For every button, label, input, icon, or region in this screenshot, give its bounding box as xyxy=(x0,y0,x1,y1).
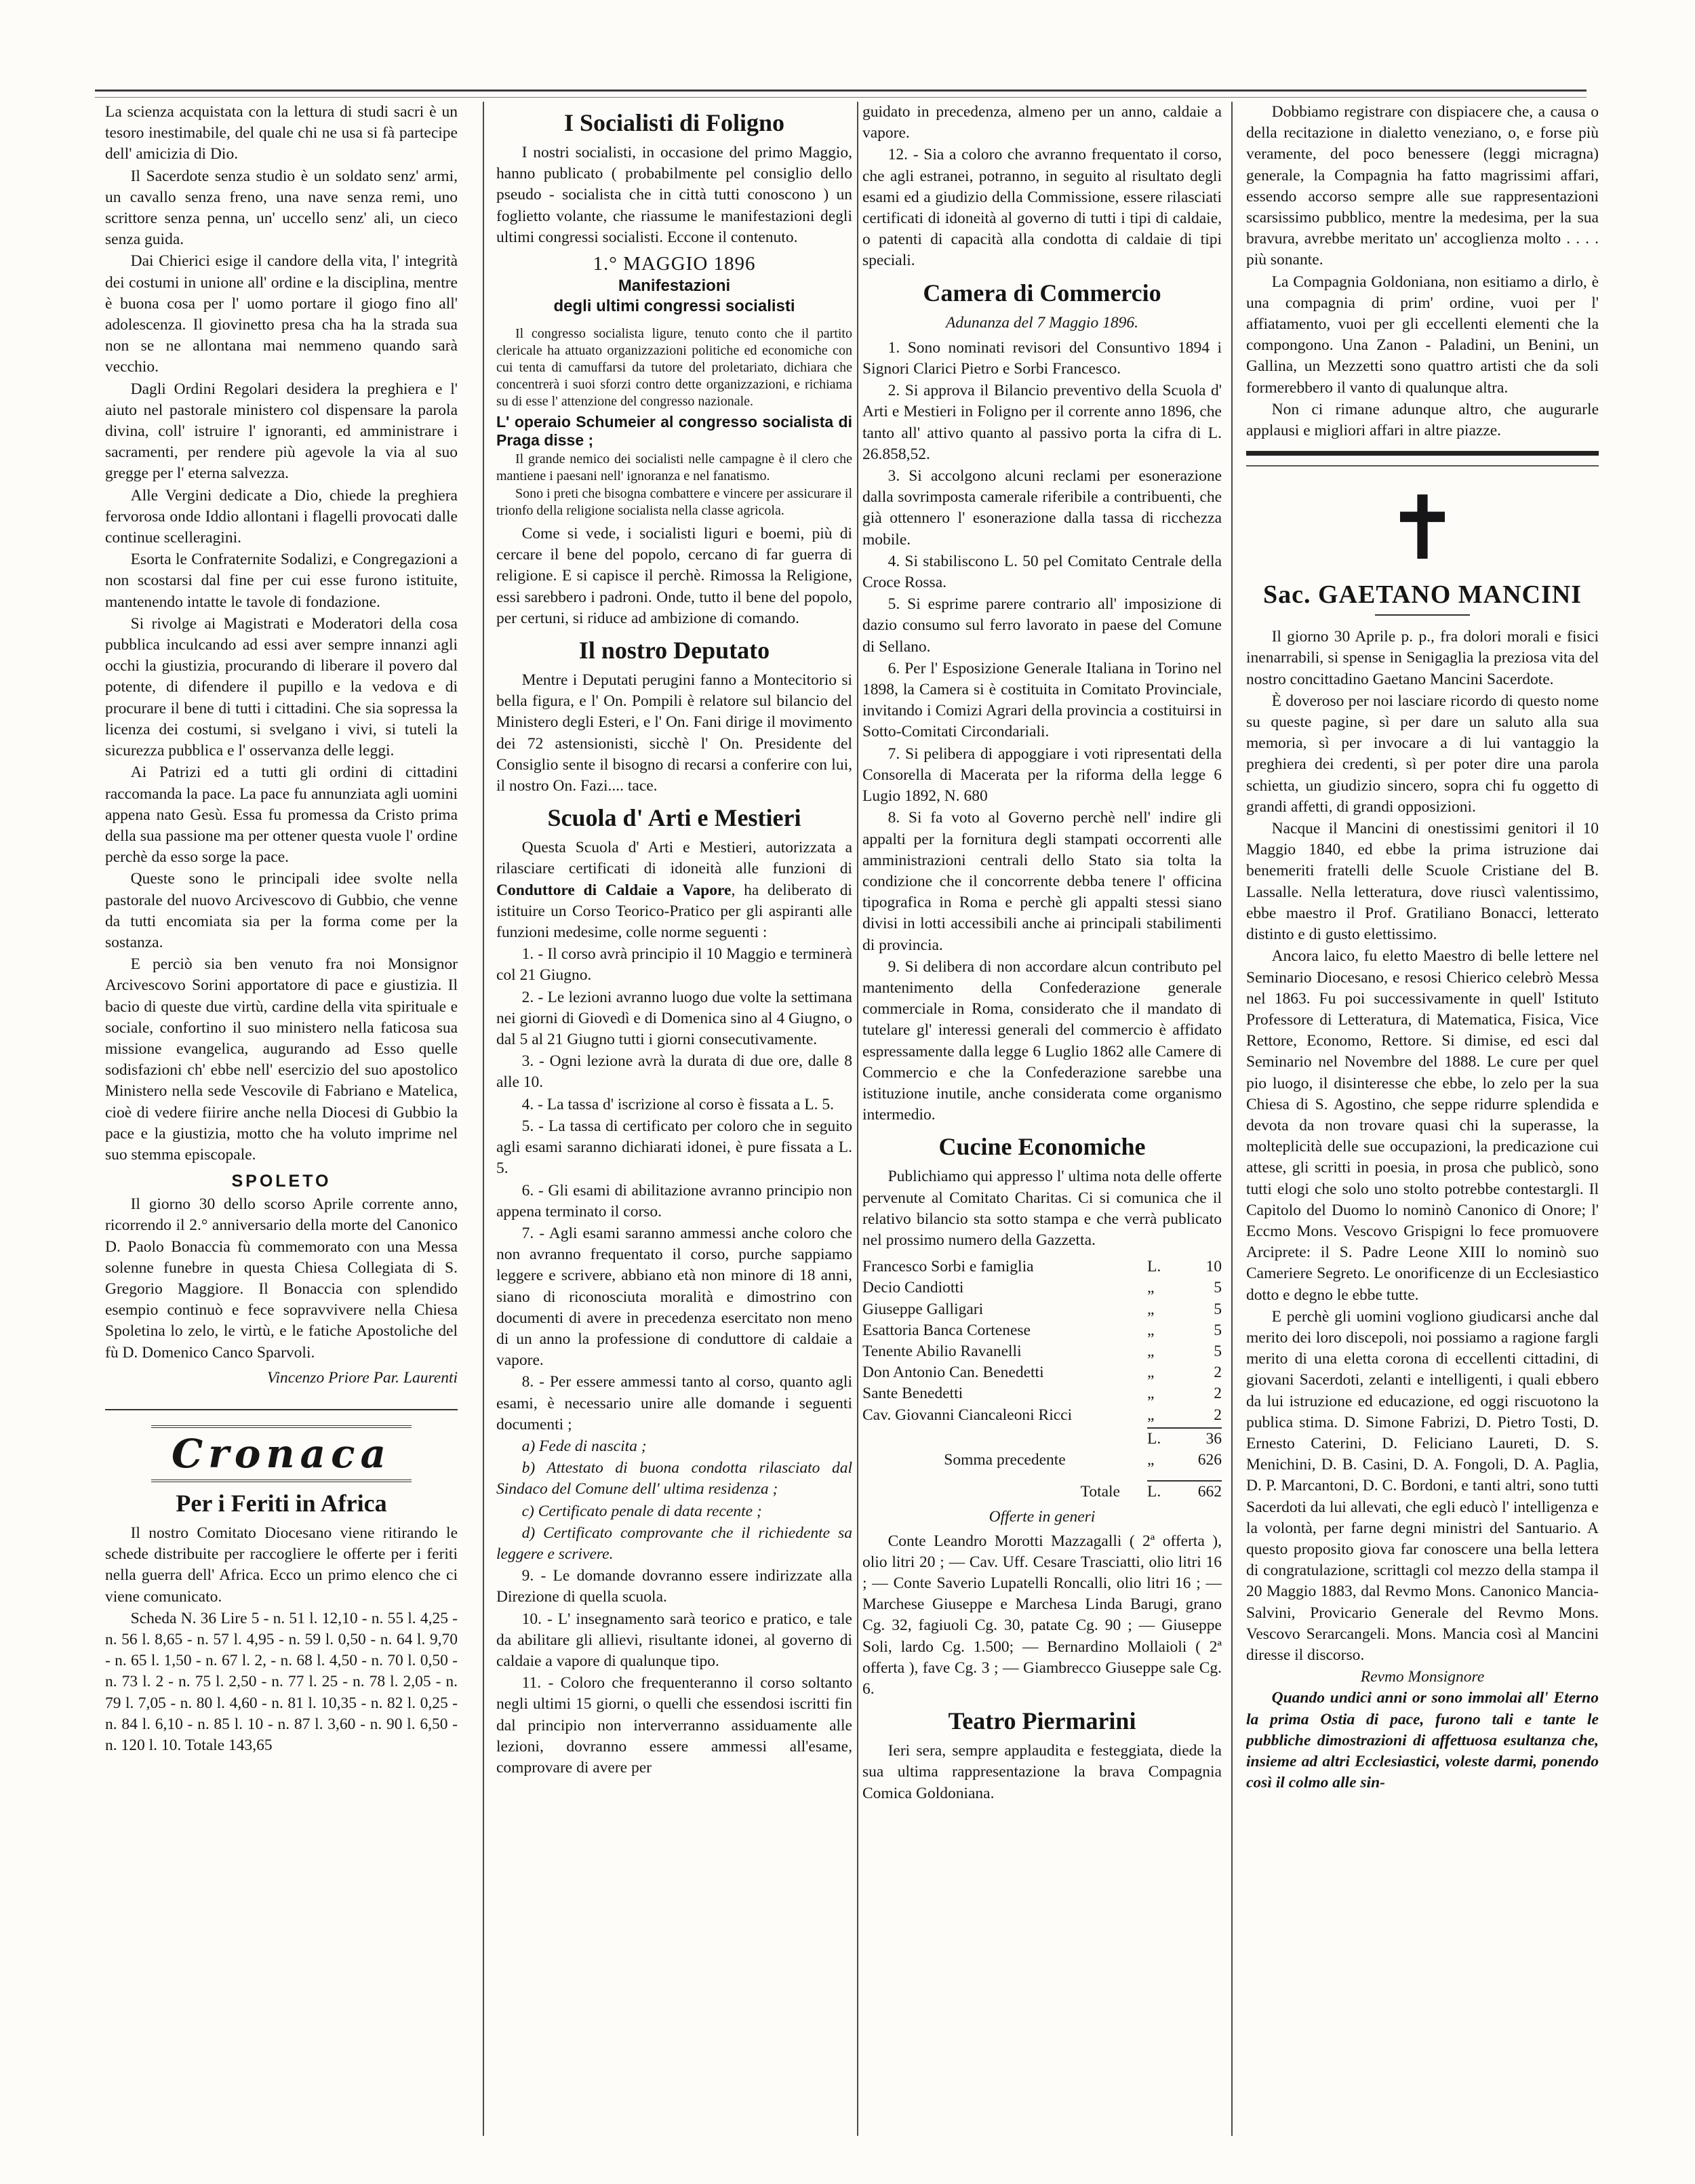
donor-name: Decio Candiotti xyxy=(862,1279,964,1297)
paragraph: Mentre i Deputati perugini fanno a Montecitorio si bella figura, e l' On. Pompili è relatore sul bilancio del Ministero degli Esteri, e l' On. Fani dirige il movimento dei 72 astensionisti, sicchè l' On. Presidente del Consiglio sente il bisogno di recarsi a conferire con lui, il nostro On. Fazi.... tace. xyxy=(496,671,852,795)
donation-unit: „ xyxy=(1147,1300,1155,1318)
donation-row xyxy=(862,1383,1222,1404)
donation-row xyxy=(862,1320,1222,1341)
header-rule xyxy=(95,90,1587,98)
donation-unit: „ xyxy=(1147,1364,1155,1382)
donor-name: Giuseppe Galligari xyxy=(862,1300,984,1318)
donor-name: Esattoria Banca Cortenese xyxy=(862,1321,1031,1339)
paragraph: Il congresso socialista ligure, tenuto conto che il partito clericale ha attuato organizzazioni politiche ed economiche con cui tenta di camuffarsi da tutore del proletariato, dichiara che concentrerà i suoi sforzi contro dette organizzazioni, e richiama su di esse l' attenzione del congresso nazionale. xyxy=(496,326,852,410)
rule-item: 2. - Le lezioni avranno luogo due volte la settimana nei giorni di Giovedì e di Domenica sino al 4 Giugno, o dal 5 al 21 Giugno tutti i giorni consecutivamente. xyxy=(496,988,852,1049)
rule-item: 7. - Agli esami saranno ammessi anche coloro che non avranno frequentato il corso, purche sappiamo leggere e scrivere, abbiano età non minore di 18 anni, siano di riconosciuta moralità e dimostrino con documenti di avere in precedenza esercitato non meno di un anno la professione di conduttore di caldaie a vapore. xyxy=(496,1224,852,1370)
paragraph: La Compagnia Goldoniana, non esitiamo a dirlo, è una compagnia di prim' ordine, vuoi per l' affiatamento, vuoi per gli eccellenti elementi che la compongono. Una Zanon - Paladini, un Benini, un Gallina, un Mezzetti sono quattro artisti che da soli formerebbero il vanto di qualunque altra. xyxy=(1246,273,1599,397)
cronaca-banner xyxy=(105,1425,458,1482)
donation-row xyxy=(862,1341,1222,1362)
paragraph: Conte Leandro Morotti Mazzagalli ( 2ª offerta ), olio litri 20 ; — Cav. Uff. Cesare Trasciatti, olio litri 16 ; — Conte Saverio Lupatelli Roncalli, olio litri 16 ; — Marchese Giuseppe e Marchesa Linda Barugi, grano Cg. 32, fagiuoli Cg. 30, patate Cg. 90 ; — Giuseppe Soli, lardo Cg. 1.500; — Bernardino Mollaioli ( 2ª offerta ), fave Cg. 3 ; — Giambrecco Giuseppe sale Cg. 6. xyxy=(862,1532,1222,1699)
camera-title: Camera di Commercio xyxy=(923,279,1161,306)
socialisti-title: I Socialisti di Foligno xyxy=(563,109,785,136)
column-3 xyxy=(862,102,1222,2143)
feriti-title: Per i Feriti in Africa xyxy=(176,1489,387,1517)
donation-unit: „ xyxy=(1147,1385,1155,1403)
rule-subitem: c) Certificato penale di data recente ; xyxy=(521,1502,762,1520)
donation-amount: 2 xyxy=(1214,1364,1222,1382)
rule-item: 3. - Ogni lezione avrà la durata di due ore, dalle 8 alle 10. xyxy=(496,1052,852,1092)
paragraph: Ai Patrizi ed a tutti gli ordini di cittadini raccomanda la pace. La pace fu annunziata agli uomini appena nato Gesù. Essa fu promessa da Cristo prima della sua passione ma per ottener questa vuole l' ordine perchè da esso sorge la pace. xyxy=(105,763,458,867)
rule-item: 4. - La tassa d' iscrizione al corso è fissata a L. 5. xyxy=(521,1095,834,1113)
paragraph: Esorta le Confraternite Sodalizi, e Congregazioni a non scostarsi dal fine per cui esse furono istituite, mantenendo intatte le tavole di fondazione. xyxy=(105,551,458,611)
paragraph: Dai Chierici esige il candore della vita, l' integrità dei costumi in unione all' ordine e la disciplina, mentre è buona cosa per l' uomo portare il giogo fino all' adolescenza. Il giovinetto presa cha ha la strada sua non se ne allontana mai nemmeno quando sarà vecchio. xyxy=(105,252,458,376)
teatro-title: Teatro Piermarini xyxy=(948,1707,1136,1735)
manifestazioni-subheading: degli ultimi congressi socialisti xyxy=(553,297,795,316)
paragraph: Il giorno 30 dello scorso Aprile corrente anno, ricorrendo il 2.° anniversario della morte del Canonico D. Paolo Bonaccia fù commemorato con una Messa solenne funebre in questa Chiesa Collegiata di S. Gregorio Maggiore. Il Bonaccia con splendido esempio continuò e fece sopravvivere nella Chiesa Spoletina lo zelo, le virtù, e le fatiche Apostoliche del fù D. Domenico Canco Sparvoli. xyxy=(105,1195,458,1362)
paragraph: I nostri socialisti, in occasione del primo Maggio, hanno publicato ( probabilmente pel consiglio dello pseudo - socialista che in città tutti conoscono ) un foglietto volante, che riassume le manifestazioni degli ultimi congressi socialisti. Eccone il contenuto. xyxy=(496,144,852,246)
paragraph: È doveroso per noi lasciare ricordo di questo nome su queste pagine, sì per dare un saluto alla sua memoria, sì per invocare a di lui vantaggio la preghiera dei credenti, sì per poter dire una parola schietta, un giudizio sincero, sopra chi fu oggetto di grandi affetti, di grandi opposizioni. xyxy=(1246,692,1599,816)
camera-item: 6. Per l' Esposizione Generale Italiana in Torino nel 1898, la Camera si è costituita in Comitato Provinciale, invitando i Comizi Agrari della provincia a costituirsi in Sotto-Comitati Circondariali. xyxy=(862,659,1222,741)
column-4 xyxy=(1246,102,1599,2143)
subtotal-unit: L. xyxy=(1147,1429,1161,1448)
paragraph: Nacque il Mancini di onestissimi genitori il 10 Maggio 1840, ed ebbe la prima istruzione dai benemeriti fratelli delle Scuole Cristiane del B. Lassalle. Nella letteratura, dove riuscì valentissimo, ebbe maestro il Prof. Gratiliano Bonacci, letterato distinto e di gusto elettissimo. xyxy=(1246,820,1599,944)
paragraph: Sono i preti che bisogna combattere e vincere per assicurare il trionfo della religione socialista nella classe agricola. xyxy=(496,486,852,519)
camera-item: 9. Si delibera di non accordare alcun contributo pel mantenimento della Confederazione generale commerciale in Roma, considerato che il mandato di tutelare gl' interessi generali del commercio è affidato espressamente dalla legge 6 Luglio 1862 alle Camere di Commercio e che la Confederazione sarebbe una istituzione inutile, anche considerata come organismo intermedio. xyxy=(862,957,1222,1124)
donation-row xyxy=(862,1277,1222,1298)
text-run-bold: Conduttore di Caldaie a Vapore xyxy=(496,881,732,899)
rule-item: 9. - Le domande dovranno essere indirizzate alla Direzione di quella scuola. xyxy=(496,1567,852,1606)
cross-icon: ✝ xyxy=(1385,481,1460,579)
donation-list xyxy=(862,1256,1222,1503)
camera-item: 4. Si stabiliscono L. 50 pel Comitato Centrale della Croce Rossa. xyxy=(862,552,1222,592)
mancini-title: Sac. GAETANO MANCINI xyxy=(1262,580,1582,610)
paragraph: Ancora laico, fu eletto Maestro di belle lettere nel Seminario Diocesano, e resosi Chierico celebrò Messa nel 1863. Fu poi successivamente in quell' Istituto Professore di Letteratura, di Matematica, Fisica, Vice Rettore, Economo, Rettore. Si dimise, ed esci dal Seminario nel Novembre del 1888. Le cure per quel pio luogo, il disinteresse che ebbe, lo zelo per la sua Chiesa di S. Agostino, che seppe ridurre splendida e devota da non trovare quasi chi la superasse, la molteplicità delle sue occupazioni, la predicazione cui attese, gli scritti in poesia, in prosa che publicò, sono tutti elogi che solo uno stolto potrebbe contestargli. Il Capitolo del Duomo lo nominò Canonico di Onore; l' Eccmo Mons. Vescovo Grispigni lo fece promuovere Arciprete: il S. Padre Leone XIII lo nominò suo Cameriere Segreto. Le onorificenze di un Ecclesiastico dotto e degno le ebbe tutte. xyxy=(1246,947,1599,1304)
cucine-title: Cucine Economiche xyxy=(938,1133,1146,1161)
signature: Vincenzo Priore Par. Laurenti xyxy=(266,1368,458,1387)
paragraph: Il grande nemico dei socialisti nelle campagne è il clero che mantiene i paesani nell' ignoranza e nel fanatismo. xyxy=(496,452,852,484)
column-rule xyxy=(483,102,484,2136)
deputato-title: Il nostro Deputato xyxy=(578,637,770,664)
paragraph: Ieri sera, sempre applaudita e festeggiata, diede la sua ultima rappresentazione la brava Compagnia Comica Goldoniana. xyxy=(862,1742,1222,1802)
donor-name: Don Antonio Can. Benedetti xyxy=(862,1364,1044,1382)
text-run: Questa Scuola d' Arti e Mestieri, autorizzata a rilasciare certificati di idoneità alle funzioni di xyxy=(496,839,852,878)
manifestazioni-heading: Manifestazioni xyxy=(618,277,731,296)
donation-unit: L. xyxy=(1147,1258,1161,1276)
paragraph: Come si vede, i socialisti liguri e boemi, più di cercare il bene del popolo, cercano di far guerra di religione. E si capisce il perchè. Rimossa la Religione, essi sarebbero i padroni. Onde, tutto il bene del popolo, per certuni, si riduce ad ambizione di comando. xyxy=(496,525,852,627)
donation-unit: „ xyxy=(1147,1406,1155,1424)
paragraph: Publichiamo qui appresso l' ultima nota delle offerte pervenute al Comitato Charitas. Ci si comunica che il relativo bilancio sta sotto stampa e che verrà publicato nel prossimo numero della Gazzetta. xyxy=(862,1168,1222,1249)
previous-sum-label: Somma precedente xyxy=(944,1450,1066,1469)
previous-sum-row xyxy=(862,1450,1222,1471)
rule-subitem: d) Certificato comprovante che il richiedente sa leggere e scrivere. xyxy=(496,1524,852,1563)
paragraph xyxy=(496,837,852,943)
donation-amount: 2 xyxy=(1214,1406,1222,1424)
paragraph: Dobbiamo registrare con dispiacere che, a causa o della recitazione in dialetto veneziano, o, e forse più veramente, del poco benessere (leggi micragna) generale, la Compagnia ha fatto magrissimi affari, essendo accorso sempre alle sue rappresentazioni scarsissimo pubblico, mentre la medesima, per la sua bravura, avrebbe meritato un' accoglienza molto . . . . più sonante. xyxy=(1246,103,1599,269)
camera-item: 2. Si approva il Bilancio preventivo della Scuola d' Arti e Mestieri in Foligno per il corrente anno 1896, che tanto all' attivo quanto al passivo porta la cifra di L. 26.858,52. xyxy=(862,382,1222,463)
small-print-block xyxy=(496,325,852,519)
paragraph: Non ci rimane adunque altro, che augurarle applausi e migliori affari in altre piazze. xyxy=(1246,400,1599,440)
column-1 xyxy=(105,102,458,2143)
donation-row xyxy=(862,1362,1222,1383)
donation-amount: 2 xyxy=(1214,1385,1222,1403)
rule-item: 8. - Per essere ammessi tanto al corso, quanto agli esami, è necessario unire alle domande i seguenti documenti ; xyxy=(496,1373,852,1433)
paragraph: Il Sacerdote senza studio è un soldato senz' armi, un cavallo senza freno, una nave senza remi, uno scrittore senza penna, un' uccello senz' ali, un cieco senza guida. xyxy=(105,167,458,249)
column-rule xyxy=(1231,102,1233,2136)
donation-unit: „ xyxy=(1147,1342,1155,1360)
subtotal-value: 36 xyxy=(1205,1429,1222,1448)
paragraph: guidato in precedenza, almeno per un anno, caldaie a vapore. xyxy=(862,103,1222,142)
previous-sum-value: 626 xyxy=(1197,1450,1222,1469)
paragraph: Dagli Ordini Regolari desidera la preghiera e l' aiuto nel pastorale ministero col dispensare la parola divina, coll' istruire l' ignoranti, ed amministrare i sacramenti, per rendere più agevole la via al suo gregge per l' eterna salvezza. xyxy=(105,380,458,483)
camera-item: 8. Si fa voto al Governo perchè nell' indire gli appalti per la fornitura degli stampati occorrenti alle amministrazioni centrali dello Stato sia tolta la condizione che il concorrente debba tenere l' officina tipografica in Roma e perchè gli appalti stessi siano divisi in lotti accessibili anche ai principali stabilimenti di provincia. xyxy=(862,809,1222,954)
subtotal-row xyxy=(862,1429,1222,1450)
camera-date: Adunanza del 7 Maggio 1896. xyxy=(946,313,1138,332)
paragraph: E perciò sia ben venuto fra noi Monsignor Arcivescovo Sorini apportatore di pace e giustizia. Il bacio di queste due virtù, cardine della vita spirituale e sociale, confortino il suo ministero nella faticosa sua missione evangelica, augurando ad Esso quelle sodisfazioni ch' ebbe nell' esercizio del suo apostolico Ministero nella sede Vescovile di Fabriano e Matelica, cioè di vedere fiirire anche nella Diocesi di Gubbio la pace e la giustizia, motto che ha voluto imprime nel suo stemma episcopale. xyxy=(105,955,458,1164)
section-bar xyxy=(1246,451,1599,466)
total-label: Totale xyxy=(1080,1483,1120,1501)
rule-item: 5. - La tassa di certificato per coloro che in seguito agli esami saranno dichiarati idonei, è pure fissata a L. 5. xyxy=(496,1117,852,1178)
donation-unit: „ xyxy=(1147,1279,1155,1297)
spoleto-heading: SPOLETO xyxy=(231,1172,332,1191)
donor-name: Francesco Sorbi e famiglia xyxy=(862,1258,1034,1276)
donation-row xyxy=(862,1405,1222,1426)
rule-item: 10. - L' insegnamento sarà teorico e pratico, e tale da abilitare gli allievi, risultante idonei, al governo di caldaie a vapore di qualunque tipo. xyxy=(496,1610,852,1670)
camera-item: 7. Si pelibera di appoggiare i voti ripresentati della Consorella di Macerata per la riforma della legge 6 Lugio 1892, N. 680 xyxy=(862,744,1222,806)
previous-sum-unit: „ xyxy=(1147,1450,1155,1469)
column-rule xyxy=(857,102,858,2136)
camera-item: 5. Si esprime parere contrario all' imposizione di dazio consumo sul ferro lavorato in paese del Comune di Sellano. xyxy=(862,595,1222,656)
paragraph: La scienza acquistata con la lettura di studi sacri è un tesoro inestimabile, del quale chi ne usa si fà partecipe dell' amicizia di Dio. xyxy=(105,103,458,163)
donation-amount: 5 xyxy=(1214,1321,1222,1339)
donor-name: Cav. Giovanni Ciancaleoni Ricci xyxy=(862,1406,1073,1424)
donor-name: Tenente Abilio Ravanelli xyxy=(862,1342,1022,1360)
paragraph: Si rivolge ai Magistrati e Moderatori della cosa pubblica inculcando ad essi aver sempre innanzi agli occhi la giustizia, procurando di liberare il povero dal potente, di difendere il pupillo e la vedova e di procurare il bene di tutti i cittadini. Che sia sopressa la licenza dei costumi, si svelgano i vivi, si tuteli la sicurezza pubblica e l' osservanza delle leggi. xyxy=(105,614,458,760)
text-run: , ha deliberato di istituire un Corso Teorico-Pratico per gli aspiranti alle funzioni medesime, colle norme seguenti : xyxy=(496,881,852,942)
paragraph: Il giorno 30 Aprile p. p., fra dolori morali e fisici inenarrabili, si spense in Senigaglia la preziosa vita del nostro concittadino Gaetano Mancini Sacerdote. xyxy=(1246,628,1599,688)
column-2 xyxy=(496,102,852,2143)
donation-amount: 5 xyxy=(1214,1342,1222,1360)
section-rule xyxy=(105,1409,458,1410)
offerte-heading: Offerte in generi xyxy=(989,1508,1096,1526)
total-unit: L. xyxy=(1147,1483,1161,1501)
paragraph: E perchè gli uomini vogliono giudicarsi anche dal merito dei loro discepoli, noi possiamo a ragione fargli merito di una eletta corona di eccellenti cittadini, di giovani Sacerdoti, zelanti e intelligenti, i quali ebbero da lui istruzione ed educazione, ed oggi riscuotono la publica stima. D. Simone Fabrizi, D. Pietro Tosti, D. Ernesto Caterini, D. Feliciano Laureti, D. S. Menichini, D. B. Casini, D. A. Fongoli, D. A. Paglia, D. P. Marcantoni, D. C. Bordoni, e tanti altri, sono tutti Sacerdoti da lui allevati, che egli educò l' intelligenza e la volontà, per farne degni ministri del Santuario. A questo proposito giova far conoscere una bella lettera di congratulazione, scrittagli col mezzo della stampa il 20 Maggio 1883, dal Revmo Mons. Canonico Mancia-Salvini, Provicario Generale del Revmo Mons. Vescovo Serarcangeli. Mons. Mancia così al Mancini diresse il discorso. xyxy=(1246,1307,1599,1664)
donation-amount: 5 xyxy=(1214,1279,1222,1297)
rule-subitem: b) Attestato di buona condotta rilasciato dal Sindaco del Comune dell' ultima residenza ; xyxy=(496,1459,852,1498)
donation-row xyxy=(862,1299,1222,1320)
rule-item: 1. - Il corso avrà principio il 10 Maggio e terminerà col 21 Giugno. xyxy=(496,945,852,985)
donation-unit: „ xyxy=(1147,1321,1155,1339)
paragraph: Il nostro Comitato Diocesano viene ritirando le schede distribuite per raccogliere le offerte per i feriti nella guerra dell' Africa. Ecco un primo elenco che ci viene comunicato. xyxy=(105,1524,458,1606)
camera-item: 1. Sono nominati revisori del Consuntivo 1894 i Signori Clarici Pietro e Sorbi Francesco. xyxy=(862,338,1222,378)
title-underline xyxy=(1375,614,1470,616)
may-heading: 1.° MAGGIO 1896 xyxy=(593,253,756,275)
rule-item: 11. - Coloro che frequenteranno il corso soltanto negli ultimi 15 giorni, o quelli che essendosi iscritti fin dal principio non interverranno assiduamente alle lezioni, dovranno essere ammessi all'esame, comprovare di avere per xyxy=(496,1674,852,1776)
paragraph: Alle Vergini dedicate a Dio, chiede la preghiera fervorosa onde Iddio allontani i flagelli provocati dalle continue scelleragini. xyxy=(105,486,458,547)
paragraph: Queste sono le principali idee svolte nella pastorale del nuovo Arcivescovo di Gubbio, che venne da tutti encomiata sia per la forma come per la sostanza. xyxy=(105,870,458,951)
schumeier-heading: L' operaio Schumeier al congresso socialista di Praga disse ; xyxy=(496,413,852,450)
letter-quote: Quando undici anni or sono immolai all' Eterno la prima Ostia di pace, furono tali e tante le pubbliche dimostrazioni di affettuosa esultanza che, insieme ad altri Ecclesiastici, voleste darmi, ponendo così il colmo alle sin- xyxy=(1246,1689,1599,1792)
donor-name: Sante Benedetti xyxy=(862,1385,963,1403)
camera-item: 3. Si accolgono alcuni reclami per esonerazione dalla sovrimposta camerale riferibile a contribuenti, che già ottennero l' esonerazione dalla tassa di ricchezza mobile. xyxy=(862,467,1222,549)
cronaca-banner-text: Cronaca xyxy=(151,1425,412,1482)
rule-item: 12. - Sia a coloro che avranno frequentato il corso, che agli estranei, potranno, in seguito al risultato degli esami ed a giudizio della Commissione, essere rilasciati certificati di idoneità al governo di tutti i tipi di caldaie, o patenti di capacità alla condotta di caldaie di tipi speciali. xyxy=(862,146,1222,270)
rule-subitem: a) Fede di nascita ; xyxy=(521,1437,647,1455)
scuola-title: Scuola d' Arti e Mestieri xyxy=(547,804,801,832)
total-row xyxy=(862,1482,1222,1503)
salutation: Revmo Monsignore xyxy=(1360,1668,1485,1686)
feriti-list: Scheda N. 36 Lire 5 - n. 51 l. 12,10 - n. 55 l. 4,25 - n. 56 l. 8,65 - n. 57 l. 4,95 - n. 59 l. 0,50 - n. 64 l. 9,70 - n. 65 l. 1,50 - n. 67 l. 2, - n. 68 l. 4,50 - n. 70 l. 0,50 - n. 73 l. 2 - n. 75 l. 2,50 - n. 77 l. 25 - n. 78 l. 2,05 - n. 79 l. 7,05 - n. 80 l. 4,60 - n. 81 l. 10,35 - n. 82 l. 0,25 - n. 84 l. 6,10 - n. 85 l. 10 - n. 87 l. 3,60 - n. 90 l. 6,50 - n. 120 l. 10. Totale 143,65 xyxy=(105,1609,458,1755)
donation-amount: 5 xyxy=(1214,1300,1222,1318)
rule-item: 6. - Gli esami di abilitazione avranno principio non appena terminato il corso. xyxy=(496,1181,852,1220)
donation-amount: 10 xyxy=(1205,1258,1222,1276)
donation-row xyxy=(862,1256,1222,1277)
total-value: 662 xyxy=(1197,1483,1222,1501)
